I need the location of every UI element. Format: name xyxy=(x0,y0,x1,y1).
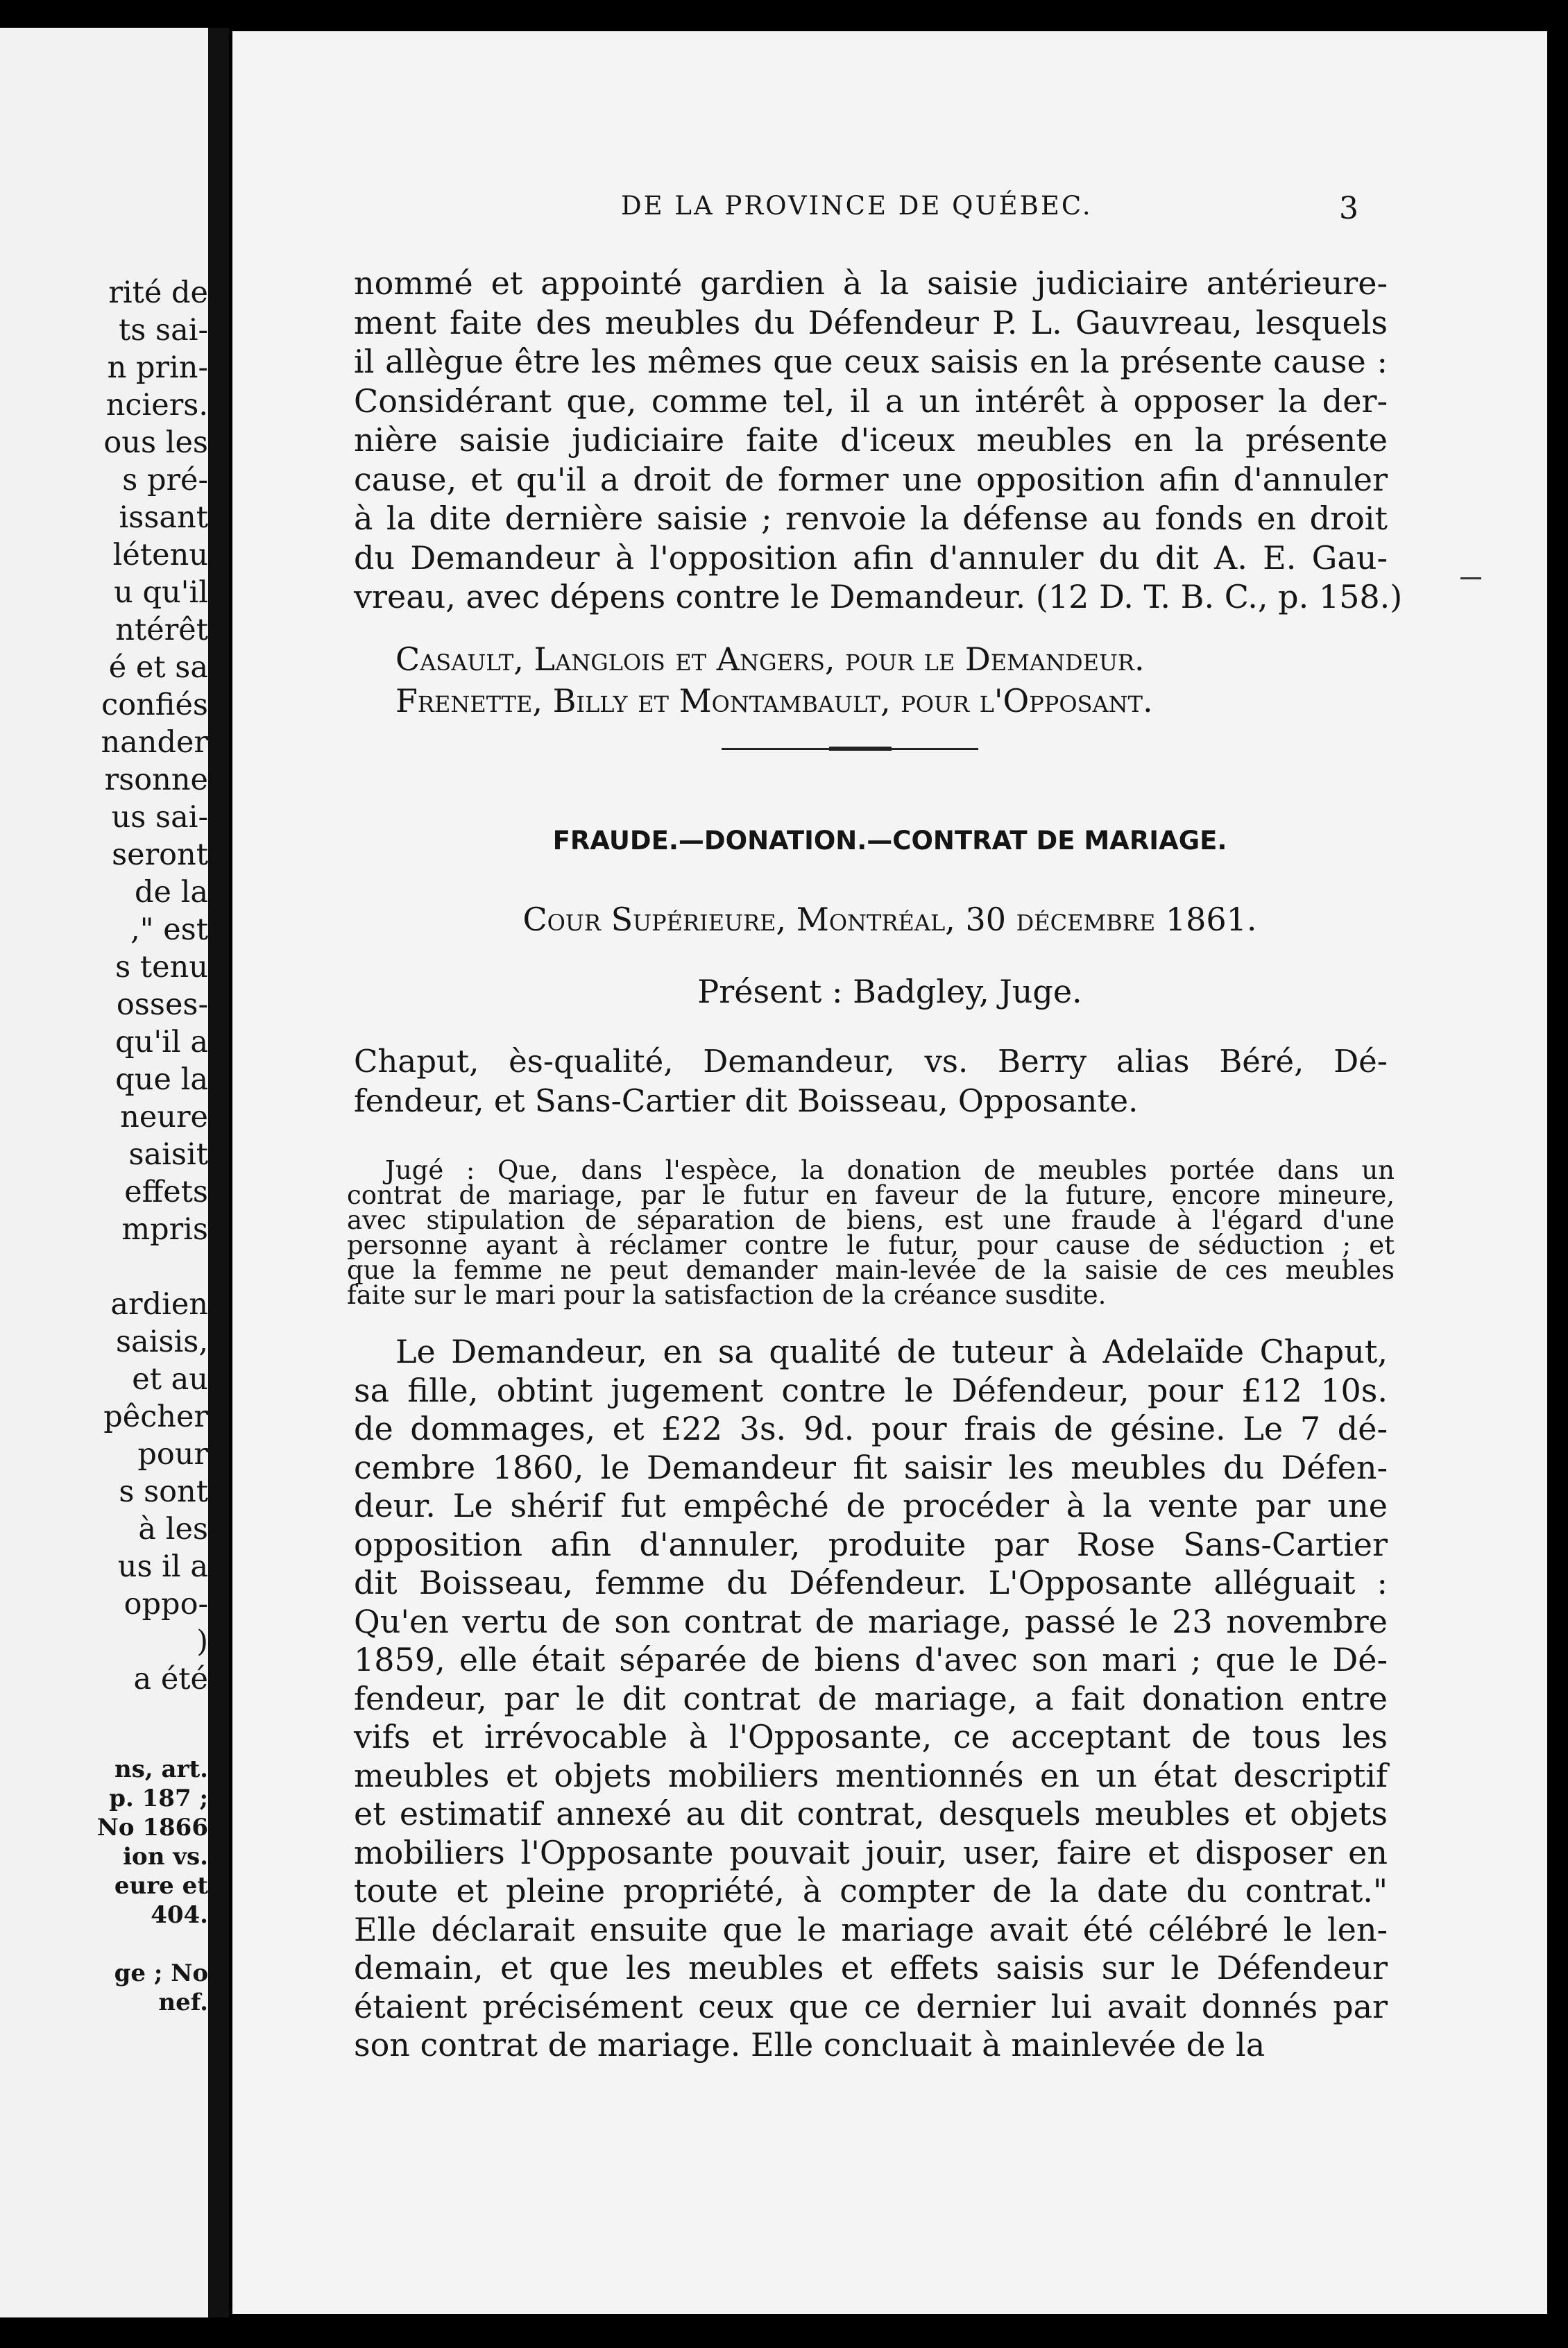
left-page-line: saisis, xyxy=(115,1325,208,1359)
holding-line: avec stipulation de séparation de biens, est une fraude à l'égard d'une xyxy=(347,1205,1395,1235)
left-page-line: é et sa xyxy=(108,650,208,685)
left-page-line: s tenu xyxy=(115,950,208,985)
left-page-line: ous les xyxy=(103,425,208,460)
left-page-line: et au xyxy=(132,1362,208,1397)
left-page-line: létenu xyxy=(112,538,208,572)
continuation-line: à la dite dernière saisie ; renvoie la défense au fonds en droit xyxy=(354,500,1388,537)
left-page-line: qu'il a xyxy=(115,1025,208,1060)
left-page-note: ge ; No xyxy=(114,1959,208,1987)
court-line: Cour Supérieure, Montréal, 30 décembre 1861. xyxy=(522,901,1257,938)
body-line: sa fille, obtint jugement contre le Défendeur, pour £12 10s. xyxy=(354,1371,1388,1409)
left-page-line: de la xyxy=(134,875,208,910)
body-line: cembre 1860, le Demandeur fit saisir les meubles du Défen- xyxy=(354,1448,1388,1486)
counsel-plaintiff: Casault, Langlois et Angers, pour le Demandeur. xyxy=(395,640,1145,678)
left-page-line: rité de xyxy=(108,275,208,310)
left-page-line: ts sai- xyxy=(119,313,208,348)
body-line: demain, et que les meubles et effets saisis sur le Défendeur xyxy=(354,1949,1388,1987)
left-page-line: neure xyxy=(120,1100,208,1134)
left-page-note: p. 187 ; xyxy=(109,1785,208,1812)
header-title: DE LA PROVINCE DE QUÉBEC. xyxy=(621,191,1093,221)
counsel-opposant: Frenette, Billy et Montambault, pour l'Opposant. xyxy=(395,682,1153,720)
left-page-line: saisit xyxy=(128,1137,208,1172)
body-line: dit Boisseau, femme du Défendeur. L'Opposante alléguait : xyxy=(354,1564,1388,1601)
margin-mark xyxy=(1460,577,1481,579)
left-page-line: mpris xyxy=(121,1212,208,1247)
continuation-line: nommé et appointé gardien à la saisie judiciaire antérieure- xyxy=(354,264,1388,302)
left-page-line: n prin- xyxy=(107,350,208,385)
left-page-line: ) xyxy=(196,1624,208,1659)
left-page-note: ns, art. xyxy=(114,1755,208,1783)
body-line: Qu'en vertu de son contrat de mariage, passé le 23 novembre xyxy=(354,1602,1388,1640)
body-line: Le Demandeur, en sa qualité de tuteur à Adelaïde Chaput, xyxy=(395,1333,1388,1370)
right-page xyxy=(232,31,1547,2314)
body-line: de dommages, et £22 3s. 9d. pour frais de gésine. Le 7 dé- xyxy=(354,1410,1388,1447)
left-page-line: confiés xyxy=(101,688,208,722)
section-divider-center xyxy=(829,747,892,751)
left-page-line: nander xyxy=(101,725,208,760)
body-line: mobiliers l'Opposante pouvait jouir, user, faire et disposer en xyxy=(354,1833,1388,1871)
left-page-line: pêcher xyxy=(103,1400,208,1434)
body-line: deur. Le shérif fut empêché de procéder à la vente par une xyxy=(354,1487,1388,1524)
section-title: FRAUDE.—DONATION.—CONTRAT DE MARIAGE. xyxy=(552,826,1227,856)
body-line: vifs et irrévocable à l'Opposante, ce acceptant de tous les xyxy=(354,1718,1388,1755)
holding-line: personne ayant à réclamer contre le futur, pour cause de séduction ; et xyxy=(347,1230,1395,1260)
left-page-line: us sai- xyxy=(111,800,208,835)
left-page-line: ," est xyxy=(130,912,208,947)
continuation-line: ment faite des meubles du Défendeur P. L. Gauvreau, lesquels xyxy=(354,303,1388,341)
left-page-line: pour xyxy=(137,1437,208,1472)
body-line: 1859, elle était séparée de biens d'avec son mari ; que le Dé- xyxy=(354,1641,1388,1678)
body-line: et estimatif annexé au dit contrat, desquels meubles et objets xyxy=(354,1795,1388,1832)
left-page-note: eure et xyxy=(114,1872,208,1900)
holding-line: contrat de mariage, par le futur en faveur de la future, encore mineure, xyxy=(347,1180,1395,1210)
page-number: 3 xyxy=(1339,191,1361,226)
left-page-note: 404. xyxy=(151,1901,208,1929)
body-line: meubles et objets mobiliers mentionnés en un état descriptif xyxy=(354,1756,1388,1794)
left-page-note: ion vs. xyxy=(123,1843,208,1871)
left-page-line: ardien xyxy=(110,1287,208,1322)
body-line: étaient précisément ceux que ce dernier lui avait donnés par xyxy=(354,1987,1388,2025)
left-page-line: u qu'il xyxy=(114,575,208,610)
continuation-line: nière saisie judiciaire faite d'iceux meubles en la présente xyxy=(354,421,1388,459)
continuation-line: cause, et qu'il a droit de former une opposition afin d'annuler xyxy=(354,460,1388,498)
parties-line: Chaput, ès-qualité, Demandeur, vs. Berry alias Béré, Dé- xyxy=(354,1043,1388,1080)
left-page-note: No 1866 xyxy=(96,1814,208,1841)
left-page-line: oppo- xyxy=(123,1587,208,1622)
left-page-line: à les xyxy=(138,1512,208,1547)
continuation-line: il allègue être les mêmes que ceux saisis en la présente cause : xyxy=(354,343,1388,380)
holding-line: Jugé : Que, dans l'espèce, la donation de meubles portée dans un xyxy=(385,1155,1395,1185)
holding-line: faite sur le mari pour la satisfaction de la créance susdite. xyxy=(347,1280,1107,1310)
left-page-line: us il a xyxy=(117,1549,208,1584)
left-page-fragment xyxy=(0,28,208,2317)
left-page-line: a été xyxy=(133,1662,208,1696)
left-page-line: issant xyxy=(119,500,208,535)
parties-line: fendeur, et Sans-Cartier dit Boisseau, Opposante. xyxy=(354,1082,1139,1119)
body-line: Elle déclarait ensuite que le mariage avait été célébré le len- xyxy=(354,1910,1388,1948)
left-page-line: ntérêt xyxy=(115,613,208,647)
continuation-line: du Demandeur à l'opposition afin d'annuler du dit A. E. Gau- xyxy=(354,538,1388,577)
body-line: toute et pleine propriété, à compter de la date du contrat." xyxy=(354,1872,1388,1909)
left-page-line: osses- xyxy=(116,987,208,1022)
holding-line: que la femme ne peut demander main-levée de la saisie de ces meubles xyxy=(347,1255,1395,1285)
left-page-line: s pré- xyxy=(122,463,208,497)
present-line: Présent : Badgley, Juge. xyxy=(697,973,1082,1010)
body-line: son contrat de mariage. Elle concluait à mainlevée de la xyxy=(354,2026,1266,2064)
left-page-line: rsonne xyxy=(104,763,208,797)
left-page-line: effets xyxy=(124,1175,208,1209)
continuation-line: Considérant que, comme tel, il a un intérêt à opposer la der- xyxy=(354,382,1388,420)
continuation-line: vreau, avec dépens contre le Demandeur. (12 D. T. B. C., p. 158.) xyxy=(354,578,1403,615)
left-page-note: nef. xyxy=(158,1989,208,2016)
body-line: opposition afin d'annuler, produite par Rose Sans-Cartier xyxy=(354,1525,1388,1563)
book-spine xyxy=(208,28,229,2317)
left-page-line: seront xyxy=(112,837,208,872)
body-line: fendeur, par le dit contrat de mariage, a fait donation entre xyxy=(354,1679,1388,1717)
left-page-line: s sont xyxy=(119,1474,208,1509)
left-page-line: nciers. xyxy=(105,388,208,423)
left-page-line: que la xyxy=(115,1062,208,1097)
